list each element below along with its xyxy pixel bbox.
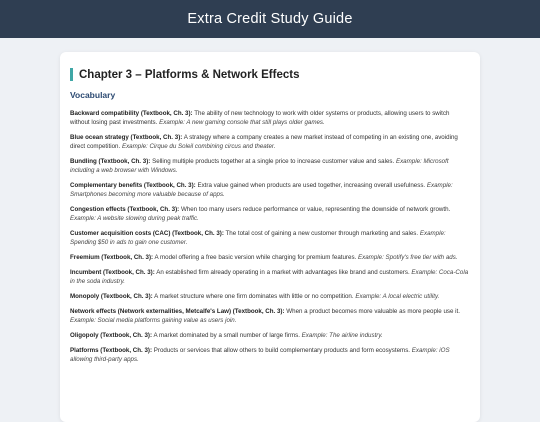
- term-name: Network effects (Network externalities, Metcalfe's Law) (Textbook, Ch. 3):: [70, 308, 285, 315]
- chapter-title: Chapter 3 – Platforms & Network Effects: [79, 68, 300, 81]
- vocab-item: [70, 205, 470, 223]
- vocab-item: [70, 229, 470, 247]
- top-header: [0, 0, 540, 38]
- term-definition: When too many users reduce performance or value, representing the downside of network growth.: [180, 206, 451, 213]
- term-name: Congestion effects (Textbook, Ch. 3):: [70, 206, 180, 213]
- term-example: Example: iOS allowing third-party apps.: [70, 347, 450, 363]
- term-definition: A model offering a free basic version while charging for premium features.: [154, 254, 357, 261]
- term-definition: The ability of new technology to work with older systems or products, allowing users to switch without losing past investments.: [70, 110, 450, 126]
- term-name: Backward compatibility (Textbook, Ch. 3):: [70, 110, 193, 117]
- vocab-item: [70, 307, 470, 325]
- term-example: Example: Spotify's free tier with ads.: [358, 254, 458, 261]
- section-title: Vocabulary: [70, 90, 116, 100]
- term-example: Example: A new gaming console that still plays older games.: [159, 119, 325, 126]
- chapter-heading: [70, 68, 470, 81]
- term-name: Incumbent (Textbook, Ch. 3):: [70, 269, 155, 276]
- term-example: Example: A website slowing during peak traffic.: [70, 215, 199, 222]
- term-name: Monopoly (Textbook, Ch. 3):: [70, 293, 153, 300]
- term-definition: The total cost of gaining a new customer through marketing and sales.: [225, 230, 419, 237]
- vocabulary-list: [70, 109, 470, 364]
- term-example: Example: Cirque du Soleil combining circus and theater.: [121, 143, 276, 150]
- term-example: Example: Smartphones becoming more valuable because of apps.: [70, 182, 453, 198]
- term-name: Blue ocean strategy (Textbook, Ch. 3):: [70, 134, 183, 141]
- term-name: Complementary benefits (Textbook, Ch. 3):: [70, 182, 196, 189]
- accent-bar: [70, 68, 73, 81]
- term-definition: When a product becomes more valuable as more people use it.: [286, 308, 460, 315]
- term-example: Example: A local electric utility.: [355, 293, 440, 300]
- term-example: Example: Spending $50 in ads to gain one customer.: [70, 230, 446, 246]
- vocab-item: [70, 181, 470, 199]
- term-definition: Products or services that allow others to build complementary products and form ecosystems.: [153, 347, 411, 354]
- term-example: Example: Coca-Cola in the soda industry.: [70, 269, 469, 285]
- term-definition: A strategy where a company creates a new market instead of competing in an existing one, avoiding direct competition.: [70, 134, 458, 150]
- vocab-item: [70, 109, 470, 127]
- vocab-item: [70, 292, 470, 301]
- vocab-item: [70, 346, 470, 364]
- vocab-item: [70, 331, 470, 340]
- term-name: Freemium (Textbook, Ch. 3):: [70, 254, 154, 261]
- term-definition: A market dominated by a small number of large firms.: [153, 332, 300, 339]
- term-name: Platforms (Textbook, Ch. 3):: [70, 347, 153, 354]
- vocab-item: [70, 268, 470, 286]
- study-guide-card: [60, 52, 480, 422]
- vocab-item: [70, 157, 470, 175]
- term-example: Example: The airline industry.: [301, 332, 383, 339]
- page-title: Extra Credit Study Guide: [187, 11, 353, 27]
- vocab-item: [70, 253, 470, 262]
- vocab-item: [70, 133, 470, 151]
- term-name: Customer acquisition costs (CAC) (Textbook, Ch. 3):: [70, 230, 224, 237]
- term-name: Bundling (Textbook, Ch. 3):: [70, 158, 151, 165]
- term-example: Example: Microsoft including a web browser with Windows.: [70, 158, 449, 174]
- term-example: Example: Social media platforms gaining value as users join.: [70, 317, 237, 324]
- term-definition: Extra value gained when products are used together, increasing overall usefulness.: [197, 182, 426, 189]
- term-name: Oligopoly (Textbook, Ch. 3):: [70, 332, 153, 339]
- term-definition: A market structure where one firm dominates with little or no competition.: [154, 293, 354, 300]
- term-definition: Selling multiple products together at a single price to increase customer value and sales.: [152, 158, 395, 165]
- term-definition: An established firm already operating in a market with advantages like brand and customers.: [156, 269, 410, 276]
